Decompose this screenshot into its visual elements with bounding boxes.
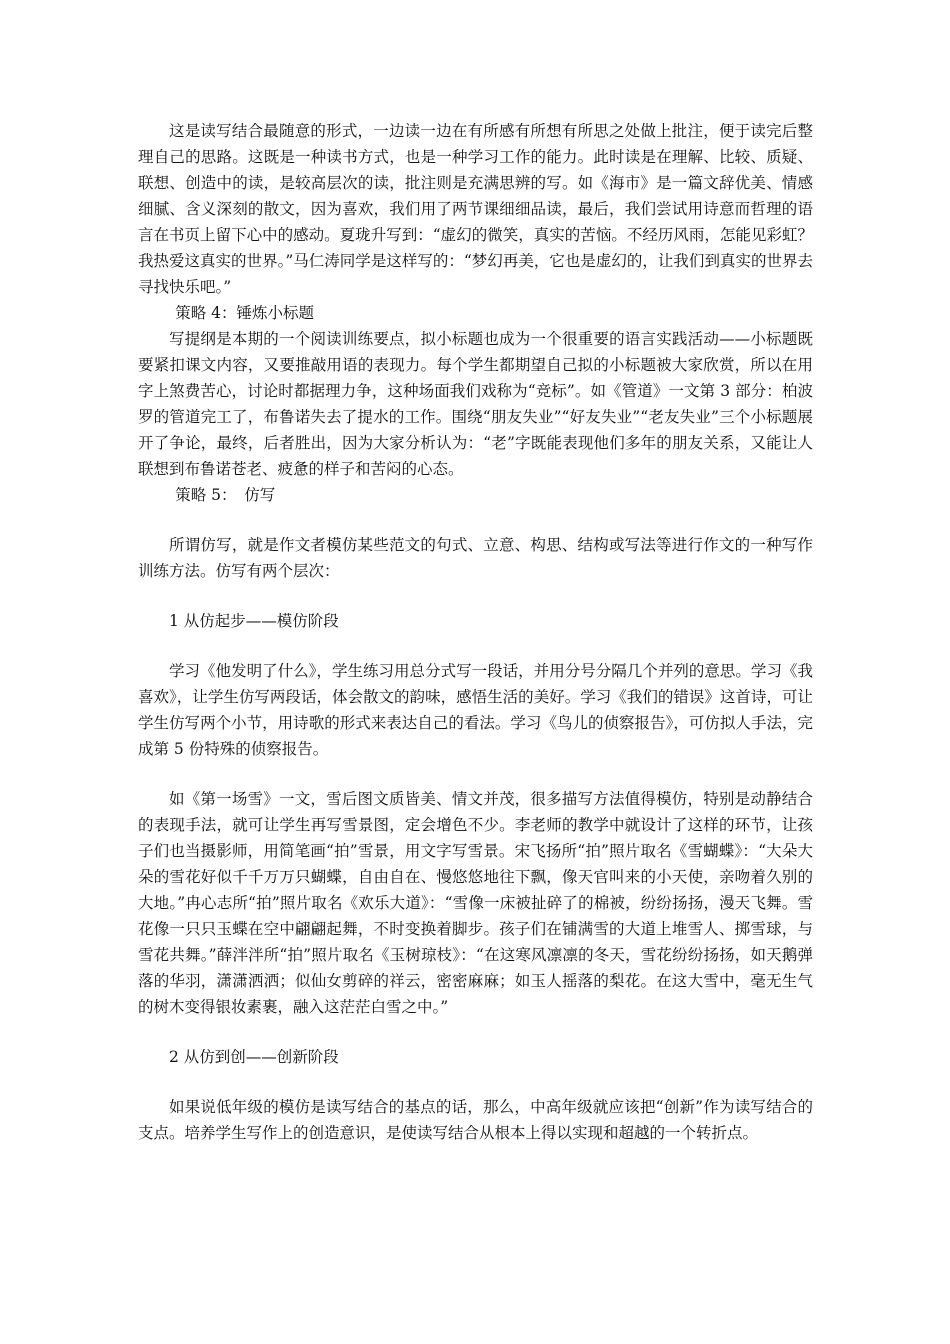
paragraph-annotation-reading: 这是读写结合最随意的形式，一边读一边在有所感有所想有所思之处做上批注，便于读完后整理自己的思路。这既是一种读书方式，也是一种学习工作的能力。此时读是在理解、比较、质疑、联想、创造中的读，是较高层次的读，批注则是充满思辨的写。如《海市》是一篇文辞优美、情感细腻、含义深刻的散文，因为喜欢，我们用了两节课细细品读，最后，我们尝试用诗意而哲理的语言在书页上留下心中的感动。夏珑升写到：“虚幻的微笑，真实的苦恼。不经历风雨，怎能见彩虹？我热爱这真实的世界。”马仁涛同学是这样写的：“梦幻再美，它也是虚幻的，让我们到真实的世界去寻找快乐吧。” <box>138 122 813 296</box>
subheading-innovation-stage: 2 从仿到创——创新阶段 <box>169 1048 339 1066</box>
heading-strategy-5: 策略 5： 仿写 <box>175 486 276 504</box>
paragraph-subtitle-practice: 写提纲是本期的一个阅读训练要点，拟小标题也成为一个很重要的语言实践活动——小标题既要紧扣课文内容，又要推敲用语的表现力。每个学生都期望自己拟的小标题被大家欣赏，所以在用字上煞费苦心，讨论时都据理力争，这种场面我们戏称为“竞标”。如《管道》一文第 3 部分：柏波罗的管道完工了，布鲁诺失去了提水的工作。围绕“朋友失业”“好友失业”“老友失业”三个小标题展开了争论，最终，后者胜出，因为大家分析认为：“老”字既能表现他们多年的朋友关系，又能让人联想到布鲁诺苍老、疲惫的样子和苦闷的心态。 <box>138 330 813 478</box>
document-body <box>138 118 813 1146</box>
spacer <box>138 762 813 786</box>
spacer <box>138 634 813 658</box>
paragraph-imitation-definition: 所谓仿写，就是作文者模仿某些范文的句式、立意、构思、结构或写法等进行作文的一种写作训练方法。仿写有两个层次： <box>138 536 813 580</box>
spacer <box>138 1020 813 1044</box>
paragraph-imitation-examples: 学习《他发明了什么》，学生练习用总分式写一段话，并用分号分隔几个并列的意思。学习《我喜欢》，让学生仿写两段话，体会散文的韵味，感悟生活的美好。学习《我们的错误》这首诗，可让学生仿写两个小节，用诗歌的形式来表达自己的看法。学习《鸟儿的侦察报告》，可仿拟人手法，完成第 5 份特殊的侦察报告。 <box>138 662 813 758</box>
spacer <box>138 508 813 532</box>
heading-strategy-4: 策略 4：锤炼小标题 <box>175 304 314 322</box>
spacer <box>138 1070 813 1094</box>
paragraph-first-snow-example: 如《第一场雪》一文，雪后图文质皆美、情文并茂，很多描写方法值得模仿，特别是动静结合的表现手法，就可让学生再写雪景图，定会增色不少。李老师的教学中就设计了这样的环节，让孩子们也当摄影师，用简笔画“拍”雪景，用文字写雪景。宋飞扬所“拍”照片取名《雪蝴蝶》：“大朵大朵的雪花好似千千万万只蝴蝶，自由自在、慢悠悠地往下飘，像天官叫来的小天使，亲吻着久别的大地。”冉心志所“拍”照片取名《欢乐大道》：“雪像一床被扯碎了的棉被，纷纷扬扬，漫天飞舞。雪花像一只只玉蝶在空中翩翩起舞，不时变换着脚步。孩子们在铺满雪的大道上堆雪人、掷雪球，与雪花共舞。”薛泮泮所“拍”照片取名《玉树琼枝》：“在这寒风凛凛的冬天，雪花纷纷扬扬，如天鹅弹落的华羽，潇潇洒洒；似仙女剪碎的祥云，密密麻麻；如玉人摇落的梨花。在这大雪中，毫无生气的树木变得银妆素裹，融入这茫茫白雪之中。” <box>138 790 813 1016</box>
subheading-imitation-stage: 1 从仿起步——模仿阶段 <box>169 612 339 630</box>
paragraph-innovation: 如果说低年级的模仿是读写结合的基点的话，那么，中高年级就应该把“创新”作为读写结合的支点。培养学生写作上的创造意识，是使读写结合从根本上得以实现和超越的一个转折点。 <box>138 1098 813 1142</box>
spacer <box>138 584 813 608</box>
